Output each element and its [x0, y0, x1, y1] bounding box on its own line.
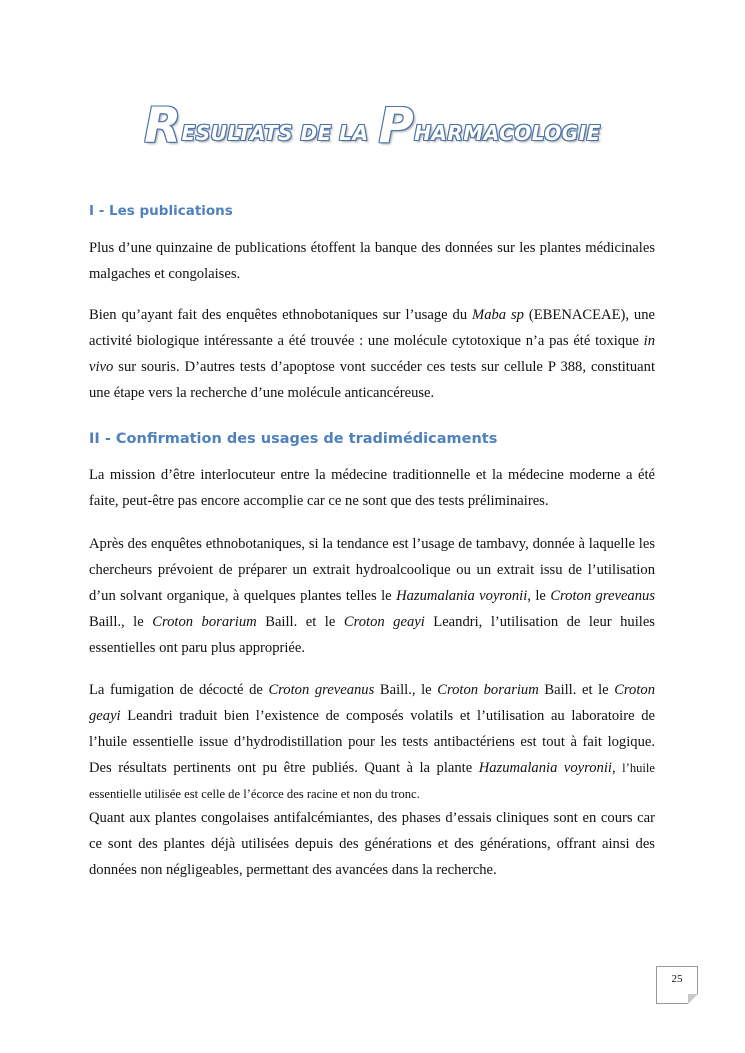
paragraph-confirmation-3: La fumigation de décocté de Croton greveanus Baill., le Croton borarium Baill. et le Croton geayi Leandri traduit bien l’existence de composés volatils et l’utilisation au laboratoire de l’huile essentielle issue d’hydrodistillation pour les tests antibactériens est tout à fait logique. Des résultats pertinents ont pu être publiés. Quant à la plante Hazumalania voyronii, l’huile essentielle utilisée est celle de l’écorce des racine et non du tronc. — [89, 682, 656, 801]
paragraph-confirmation-1: La mission d’être interlocuteur entre la médecine traditionnelle et la médecine moderne a été faite, peut-être pas encore accomplie car ce ne sont que des tests préliminaires. — [89, 467, 655, 509]
page-number-box — [656, 966, 698, 1004]
page-fold-corner — [688, 994, 698, 1004]
paragraph-confirmation-2: Après des enquêtes ethnobotaniques, si la tendance est l’usage de tambavy, donnée à laquelle les chercheurs prévoient de préparer un extrait hydroalcoolique ou un extrait issu de l’utilisation d’un solvant organique, à quelques plantes telles le Hazumalania voyronii, le Croton greveanus Baill., le Croton borarium Baill. et le Croton geayi Leandri, l’utilisation de leur huiles essentielles ont paru plus appropriée. — [89, 536, 655, 656]
section-heading-confirmation: II - Confirmation des usages de tradimédicaments — [89, 431, 498, 447]
title-part-1: ESULTATS DE LA — [181, 121, 369, 145]
paragraph-publications-2: Bien qu’ayant fait des enquêtes ethnobotaniques sur l’usage du Maba sp (EBENACEAE), une activité biologique intéressante a été trouvée : une molécule cytotoxique n’a pas été toxique in vivo sur souris. D’autres tests d’apoptose vont succéder ces tests sur cellule P 388, constituant une étape vers la recherche d’une molécule anticancéreuse. — [89, 307, 655, 401]
page-title-wrap — [0, 98, 745, 154]
section-heading-publications: I - Les publications — [89, 203, 233, 219]
title-cap-p: P — [378, 98, 415, 154]
title-cap-r: R — [144, 98, 182, 154]
paragraph-confirmation-4: Quant aux plantes congolaises antifalcémiantes, des phases d’essais cliniques sont en cours car ce sont des plantes déjà utilisées depuis des générations et des générations, offrant ainsi des données non négligeables, permettant des avancées dans la recherche. — [89, 810, 655, 878]
title-part-2: HARMACOLOGIE — [414, 121, 601, 145]
paragraph-publications-1: Plus d’une quinzaine de publications étoffent la banque des données sur les plantes médicinales malgaches et congolaises. — [89, 240, 655, 282]
page-title — [144, 98, 601, 154]
page-number: 25 — [671, 973, 683, 985]
